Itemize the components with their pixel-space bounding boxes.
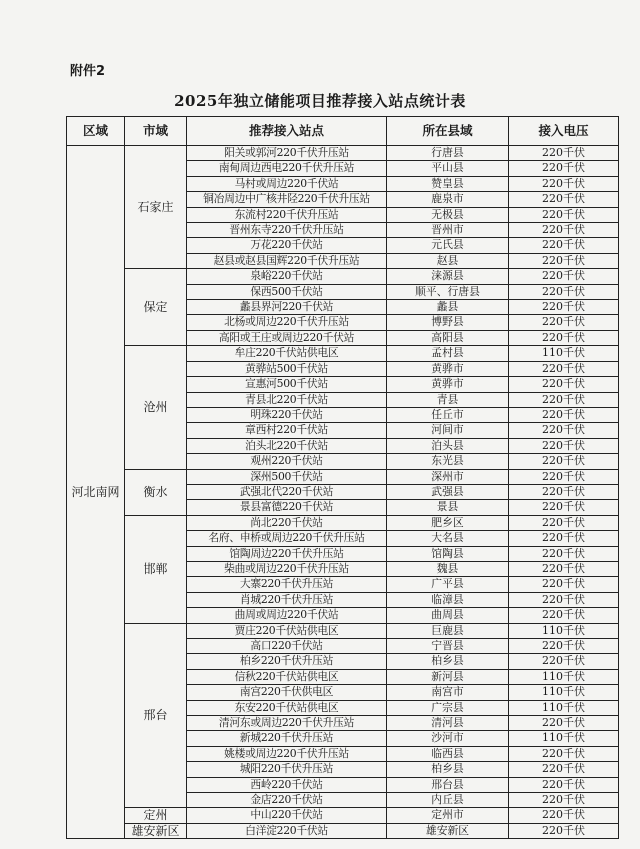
county-cell: 临漳县 bbox=[387, 592, 509, 607]
voltage-cell: 220千伏 bbox=[509, 392, 619, 407]
voltage-cell: 110千伏 bbox=[509, 685, 619, 700]
station-cell: 姚楼或周边220千伏升压站 bbox=[187, 746, 387, 761]
county-cell: 新河县 bbox=[387, 669, 509, 684]
station-cell: 章西村220千伏站 bbox=[187, 423, 387, 438]
county-cell: 晋州市 bbox=[387, 223, 509, 238]
county-cell: 邢台县 bbox=[387, 777, 509, 792]
voltage-cell: 220千伏 bbox=[509, 192, 619, 207]
voltage-cell: 220千伏 bbox=[509, 438, 619, 453]
table-row bbox=[67, 346, 619, 361]
county-cell: 黄骅市 bbox=[387, 377, 509, 392]
county-cell: 临西县 bbox=[387, 746, 509, 761]
voltage-cell: 220千伏 bbox=[509, 716, 619, 731]
county-cell: 肥乡区 bbox=[387, 515, 509, 530]
station-cell: 武强北代220千伏站 bbox=[187, 484, 387, 499]
station-cell: 深州500千伏站 bbox=[187, 469, 387, 484]
station-cell: 万花220千伏站 bbox=[187, 238, 387, 253]
table-row bbox=[67, 269, 619, 284]
county-cell: 青县 bbox=[387, 392, 509, 407]
county-cell: 涞源县 bbox=[387, 269, 509, 284]
voltage-cell: 110千伏 bbox=[509, 700, 619, 715]
voltage-cell: 220千伏 bbox=[509, 315, 619, 330]
voltage-cell: 220千伏 bbox=[509, 823, 619, 838]
voltage-cell: 220千伏 bbox=[509, 161, 619, 176]
station-cell: 大寨220千伏升压站 bbox=[187, 577, 387, 592]
voltage-cell: 220千伏 bbox=[509, 207, 619, 222]
station-cell: 观州220千伏站 bbox=[187, 454, 387, 469]
county-cell: 蠡县 bbox=[387, 300, 509, 315]
voltage-cell: 220千伏 bbox=[509, 808, 619, 823]
county-cell: 魏县 bbox=[387, 561, 509, 576]
station-cell: 东流村220千伏升压站 bbox=[187, 207, 387, 222]
voltage-cell: 110千伏 bbox=[509, 623, 619, 638]
station-cell: 清河东或周边220千伏升压站 bbox=[187, 716, 387, 731]
county-cell: 元氏县 bbox=[387, 238, 509, 253]
county-cell: 沙河市 bbox=[387, 731, 509, 746]
voltage-cell: 220千伏 bbox=[509, 515, 619, 530]
voltage-cell: 220千伏 bbox=[509, 561, 619, 576]
voltage-cell: 110千伏 bbox=[509, 669, 619, 684]
voltage-cell: 220千伏 bbox=[509, 377, 619, 392]
city-cell: 石家庄 bbox=[125, 146, 187, 269]
station-cell: 东安220千伏站供电区 bbox=[187, 700, 387, 715]
city-cell: 沧州 bbox=[125, 346, 187, 469]
table-header-row bbox=[67, 117, 619, 146]
county-cell: 清河县 bbox=[387, 716, 509, 731]
station-cell: 马村或周边220千伏站 bbox=[187, 176, 387, 191]
county-cell: 武强县 bbox=[387, 484, 509, 499]
table-row bbox=[67, 146, 619, 161]
header-station: 推荐接入站点 bbox=[187, 117, 387, 146]
county-cell: 鹿泉市 bbox=[387, 192, 509, 207]
voltage-cell: 220千伏 bbox=[509, 762, 619, 777]
table-row bbox=[67, 623, 619, 638]
header-county: 所在县域 bbox=[387, 117, 509, 146]
county-cell: 行唐县 bbox=[387, 146, 509, 161]
county-cell: 河间市 bbox=[387, 423, 509, 438]
voltage-cell: 220千伏 bbox=[509, 484, 619, 499]
station-cell: 柴曲或周边220千伏升压站 bbox=[187, 561, 387, 576]
voltage-cell: 220千伏 bbox=[509, 746, 619, 761]
county-cell: 柏乡县 bbox=[387, 762, 509, 777]
station-cell: 蠡县界河220千伏站 bbox=[187, 300, 387, 315]
voltage-cell: 220千伏 bbox=[509, 531, 619, 546]
county-cell: 南宫市 bbox=[387, 685, 509, 700]
voltage-cell: 220千伏 bbox=[509, 469, 619, 484]
station-cell: 南宫220千伏供电区 bbox=[187, 685, 387, 700]
station-cell: 黄骅站500千伏站 bbox=[187, 361, 387, 376]
station-cell: 尚北220千伏站 bbox=[187, 515, 387, 530]
voltage-cell: 220千伏 bbox=[509, 176, 619, 191]
table-row bbox=[67, 469, 619, 484]
county-cell: 巨鹿县 bbox=[387, 623, 509, 638]
voltage-cell: 220千伏 bbox=[509, 546, 619, 561]
region-cell: 河北南网 bbox=[67, 146, 125, 839]
county-cell: 无极县 bbox=[387, 207, 509, 222]
station-cell: 曲周或周边220千伏站 bbox=[187, 608, 387, 623]
city-cell: 邯郸 bbox=[125, 515, 187, 623]
header-voltage: 接入电压 bbox=[509, 117, 619, 146]
voltage-cell: 220千伏 bbox=[509, 454, 619, 469]
city-cell: 雄安新区 bbox=[125, 823, 187, 838]
station-cell: 贾庄220千伏站供电区 bbox=[187, 623, 387, 638]
voltage-cell: 220千伏 bbox=[509, 238, 619, 253]
county-cell: 广宗县 bbox=[387, 700, 509, 715]
county-cell: 东光县 bbox=[387, 454, 509, 469]
station-cell: 金店220千伏站 bbox=[187, 793, 387, 808]
county-cell: 顺平、行唐县 bbox=[387, 284, 509, 299]
station-cell: 晋州东寺220千伏升压站 bbox=[187, 223, 387, 238]
station-cell: 馆陶周边220千伏升压站 bbox=[187, 546, 387, 561]
county-cell: 柏乡县 bbox=[387, 654, 509, 669]
station-cell: 信秋220千伏站供电区 bbox=[187, 669, 387, 684]
county-cell: 曲周县 bbox=[387, 608, 509, 623]
voltage-cell: 220千伏 bbox=[509, 407, 619, 422]
county-cell: 黄骅市 bbox=[387, 361, 509, 376]
station-cell: 阳关或郭河220千伏升压站 bbox=[187, 146, 387, 161]
county-cell: 赞皇县 bbox=[387, 176, 509, 191]
voltage-cell: 220千伏 bbox=[509, 284, 619, 299]
station-cell: 牟庄220千伏站供电区 bbox=[187, 346, 387, 361]
voltage-cell: 220千伏 bbox=[509, 577, 619, 592]
station-cell: 北杨或周边220千伏升压站 bbox=[187, 315, 387, 330]
header-region: 区域 bbox=[67, 117, 125, 146]
station-cell: 名府、申桥或周边220千伏升压站 bbox=[187, 531, 387, 546]
voltage-cell: 220千伏 bbox=[509, 777, 619, 792]
voltage-cell: 220千伏 bbox=[509, 500, 619, 515]
station-cell: 高阳或王庄或周边220千伏站 bbox=[187, 330, 387, 345]
county-cell: 景县 bbox=[387, 500, 509, 515]
voltage-cell: 220千伏 bbox=[509, 300, 619, 315]
table-row bbox=[67, 808, 619, 823]
station-cell: 南甸周边西电220千伏升压站 bbox=[187, 161, 387, 176]
county-cell: 平山县 bbox=[387, 161, 509, 176]
station-cell: 中山220千伏站 bbox=[187, 808, 387, 823]
county-cell: 赵县 bbox=[387, 253, 509, 268]
station-cell: 赵县或赵县国辉220千伏升压站 bbox=[187, 253, 387, 268]
voltage-cell: 220千伏 bbox=[509, 423, 619, 438]
voltage-cell: 220千伏 bbox=[509, 793, 619, 808]
station-cell: 西岭220千伏站 bbox=[187, 777, 387, 792]
table-body bbox=[67, 146, 619, 839]
county-cell: 高阳县 bbox=[387, 330, 509, 345]
station-cell: 城阳220千伏升压站 bbox=[187, 762, 387, 777]
county-cell: 定州市 bbox=[387, 808, 509, 823]
county-cell: 广平县 bbox=[387, 577, 509, 592]
station-cell: 泊头北220千伏站 bbox=[187, 438, 387, 453]
county-cell: 大名县 bbox=[387, 531, 509, 546]
voltage-cell: 220千伏 bbox=[509, 361, 619, 376]
city-cell: 定州 bbox=[125, 808, 187, 823]
voltage-cell: 220千伏 bbox=[509, 639, 619, 654]
station-cell: 新城220千伏升压站 bbox=[187, 731, 387, 746]
table-row bbox=[67, 823, 619, 838]
voltage-cell: 220千伏 bbox=[509, 146, 619, 161]
station-cell: 青县北220千伏站 bbox=[187, 392, 387, 407]
header-city: 市域 bbox=[125, 117, 187, 146]
voltage-cell: 220千伏 bbox=[509, 253, 619, 268]
station-cell: 高口220千伏站 bbox=[187, 639, 387, 654]
city-cell: 保定 bbox=[125, 269, 187, 346]
station-cell: 景县富德220千伏站 bbox=[187, 500, 387, 515]
table-row bbox=[67, 515, 619, 530]
table-title: 2025年独立储能项目推荐接入站点统计表 bbox=[174, 92, 466, 110]
voltage-cell: 220千伏 bbox=[509, 269, 619, 284]
city-cell: 衡水 bbox=[125, 469, 187, 515]
station-cell: 保西500千伏站 bbox=[187, 284, 387, 299]
station-cell: 铜冶周边中广核井陉220千伏升压站 bbox=[187, 192, 387, 207]
voltage-cell: 110千伏 bbox=[509, 731, 619, 746]
voltage-cell: 220千伏 bbox=[509, 330, 619, 345]
voltage-cell: 220千伏 bbox=[509, 223, 619, 238]
county-cell: 内丘县 bbox=[387, 793, 509, 808]
county-cell: 任丘市 bbox=[387, 407, 509, 422]
voltage-cell: 220千伏 bbox=[509, 608, 619, 623]
county-cell: 博野县 bbox=[387, 315, 509, 330]
station-cell: 明珠220千伏站 bbox=[187, 407, 387, 422]
station-cell: 泉峪220千伏站 bbox=[187, 269, 387, 284]
voltage-cell: 110千伏 bbox=[509, 346, 619, 361]
county-cell: 深州市 bbox=[387, 469, 509, 484]
station-cell: 宣惠河500千伏站 bbox=[187, 377, 387, 392]
city-cell: 邢台 bbox=[125, 623, 187, 808]
attachment-label: 附件2 bbox=[70, 64, 106, 79]
county-cell: 孟村县 bbox=[387, 346, 509, 361]
station-table bbox=[66, 116, 619, 839]
county-cell: 宁晋县 bbox=[387, 639, 509, 654]
station-cell: 肖城220千伏升压站 bbox=[187, 592, 387, 607]
station-cell: 柏乡220千伏升压站 bbox=[187, 654, 387, 669]
voltage-cell: 220千伏 bbox=[509, 592, 619, 607]
county-cell: 泊头县 bbox=[387, 438, 509, 453]
county-cell: 馆陶县 bbox=[387, 546, 509, 561]
voltage-cell: 220千伏 bbox=[509, 654, 619, 669]
station-cell: 白洋淀220千伏站 bbox=[187, 823, 387, 838]
county-cell: 雄安新区 bbox=[387, 823, 509, 838]
